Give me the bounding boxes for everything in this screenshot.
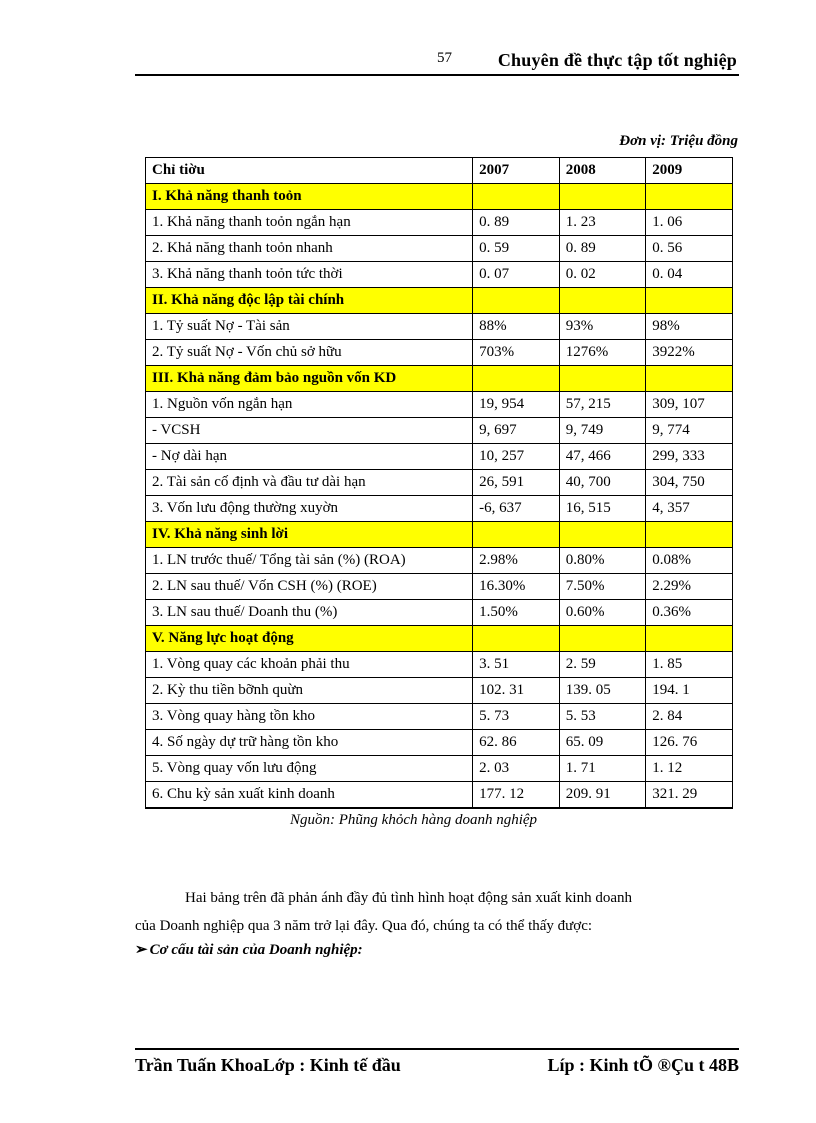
value-cell: 0. 89	[473, 210, 560, 236]
row-label-cell: 2. Khả năng thanh toỏn nhanh	[146, 236, 473, 262]
table-section-row	[146, 184, 733, 210]
row-label-cell: - VCSH	[146, 418, 473, 444]
table-row	[146, 730, 733, 756]
value-cell: 2.29%	[646, 574, 733, 600]
value-cell: 1. 71	[559, 756, 646, 782]
table-header-row	[146, 158, 733, 184]
value-cell	[559, 626, 646, 652]
value-cell: 0.80%	[559, 548, 646, 574]
table-row	[146, 392, 733, 418]
row-label-cell: V. Năng lực hoạt động	[146, 626, 473, 652]
arrow-bullet-icon: ➢	[135, 942, 148, 958]
value-cell: 26, 591	[473, 470, 560, 496]
footer-author: Trần Tuấn KhoaLớp : Kinh tế đầu	[135, 1055, 401, 1075]
subheading-text: Cơ cấu tài sản của Doanh nghiệp:	[149, 942, 363, 958]
table-row	[146, 704, 733, 730]
table-row	[146, 418, 733, 444]
row-label-cell: 1. Tỷ suất Nợ - Tài sản	[146, 314, 473, 340]
value-cell	[646, 626, 733, 652]
value-cell	[646, 184, 733, 210]
value-cell: 126. 76	[646, 730, 733, 756]
paragraph-line-1: Hai bảng trên đã phản ánh đầy đủ tình hình hoạt động sản xuất kinh doanh	[185, 890, 632, 906]
value-cell: 5. 53	[559, 704, 646, 730]
header-cell-year: 2009	[646, 158, 733, 184]
value-cell: 5. 73	[473, 704, 560, 730]
value-cell: 1276%	[559, 340, 646, 366]
value-cell: 1. 23	[559, 210, 646, 236]
row-label-cell: II. Khả năng độc lập tài chính	[146, 288, 473, 314]
table-row	[146, 340, 733, 366]
value-cell	[473, 522, 560, 548]
table-row	[146, 470, 733, 496]
value-cell: 1. 12	[646, 756, 733, 782]
value-cell	[559, 288, 646, 314]
table-row	[146, 756, 733, 782]
row-label-cell: 2. Kỳ thu tiền bỡnh quừn	[146, 678, 473, 704]
table-section-row	[146, 366, 733, 392]
row-label-cell: 1. Nguồn vốn ngắn hạn	[146, 392, 473, 418]
value-cell: 7.50%	[559, 574, 646, 600]
table-row	[146, 548, 733, 574]
value-cell: 16.30%	[473, 574, 560, 600]
table-row	[146, 782, 733, 809]
value-cell	[646, 522, 733, 548]
value-cell: 703%	[473, 340, 560, 366]
row-label-cell: 2. Tài sản cố định và đầu tư dài hạn	[146, 470, 473, 496]
value-cell: 0.08%	[646, 548, 733, 574]
row-label-cell: 3. LN sau thuế/ Doanh thu (%)	[146, 600, 473, 626]
value-cell: 0.36%	[646, 600, 733, 626]
value-cell	[473, 288, 560, 314]
value-cell	[473, 366, 560, 392]
row-label-cell: 3. Vòng quay hàng tồn kho	[146, 704, 473, 730]
table-row	[146, 496, 733, 522]
header-cell-year: 2007	[473, 158, 560, 184]
header-cell-indicator: Chỉ tiờu	[146, 158, 473, 184]
value-cell: 0. 56	[646, 236, 733, 262]
value-cell	[559, 366, 646, 392]
value-cell	[559, 184, 646, 210]
financial-ratios-table	[145, 157, 733, 809]
value-cell	[473, 184, 560, 210]
value-cell: 57, 215	[559, 392, 646, 418]
table-row	[146, 574, 733, 600]
body-paragraph	[135, 884, 739, 940]
row-label-cell: 1. Khả năng thanh toỏn ngắn hạn	[146, 210, 473, 236]
row-label-cell: 1. Vòng quay các khoản phải thu	[146, 652, 473, 678]
value-cell: 47, 466	[559, 444, 646, 470]
table-section-row	[146, 522, 733, 548]
unit-label: Đơn vị: Triệu đồng	[619, 133, 738, 149]
table-row	[146, 444, 733, 470]
value-cell: 1.50%	[473, 600, 560, 626]
value-cell: 93%	[559, 314, 646, 340]
value-cell: 88%	[473, 314, 560, 340]
paragraph-line-2: của Doanh nghiệp qua 3 năm trở lại đây. Qua đó, chúng ta có thể thấy được:	[135, 918, 593, 934]
value-cell: 4, 357	[646, 496, 733, 522]
value-cell: 304, 750	[646, 470, 733, 496]
table-row	[146, 314, 733, 340]
value-cell: 3922%	[646, 340, 733, 366]
value-cell: 102. 31	[473, 678, 560, 704]
value-cell: 0.60%	[559, 600, 646, 626]
value-cell: 194. 1	[646, 678, 733, 704]
value-cell: 209. 91	[559, 782, 646, 809]
table-row	[146, 678, 733, 704]
value-cell: 0. 02	[559, 262, 646, 288]
value-cell: 10, 257	[473, 444, 560, 470]
value-cell: 9, 749	[559, 418, 646, 444]
row-label-cell: 2. LN sau thuế/ Vốn CSH (%) (ROE)	[146, 574, 473, 600]
table-row	[146, 236, 733, 262]
row-label-cell: 1. LN trước thuế/ Tổng tài sản (%) (ROA)	[146, 548, 473, 574]
value-cell: 1. 06	[646, 210, 733, 236]
page-footer	[135, 1048, 739, 1080]
row-label-cell: 6. Chu kỳ sản xuất kinh doanh	[146, 782, 473, 809]
value-cell	[646, 366, 733, 392]
value-cell: 2.98%	[473, 548, 560, 574]
value-cell: 139. 05	[559, 678, 646, 704]
table-section-row	[146, 626, 733, 652]
value-cell: 98%	[646, 314, 733, 340]
page-header	[135, 48, 739, 76]
row-label-cell: 3. Khả năng thanh toỏn tức thời	[146, 262, 473, 288]
value-cell: 2. 59	[559, 652, 646, 678]
value-cell: 2. 03	[473, 756, 560, 782]
table-row	[146, 652, 733, 678]
document-title: Chuyên đề thực tập tốt nghiệp	[497, 50, 737, 70]
value-cell: 62. 86	[473, 730, 560, 756]
value-cell: 9, 774	[646, 418, 733, 444]
row-label-cell: 2. Tỷ suất Nợ - Vốn chủ sở hữu	[146, 340, 473, 366]
value-cell: 19, 954	[473, 392, 560, 418]
value-cell: 0. 04	[646, 262, 733, 288]
row-label-cell: 5. Vòng quay vốn lưu động	[146, 756, 473, 782]
value-cell: 0. 07	[473, 262, 560, 288]
table-row	[146, 262, 733, 288]
value-cell: 177. 12	[473, 782, 560, 809]
row-label-cell: I. Khả năng thanh toỏn	[146, 184, 473, 210]
footer-class: Líp : Kinh tÕ ®Çu t 48B	[547, 1055, 739, 1075]
row-label-cell: 4. Số ngày dự trữ hàng tồn kho	[146, 730, 473, 756]
value-cell: 309, 107	[646, 392, 733, 418]
page-number: 57	[437, 50, 452, 66]
section-subheading	[135, 940, 363, 959]
row-label-cell: 3. Vốn lưu động thường xuyờn	[146, 496, 473, 522]
value-cell: 3. 51	[473, 652, 560, 678]
value-cell: -6, 637	[473, 496, 560, 522]
row-label-cell: - Nợ dài hạn	[146, 444, 473, 470]
table-row	[146, 210, 733, 236]
value-cell: 2. 84	[646, 704, 733, 730]
value-cell: 9, 697	[473, 418, 560, 444]
table-row	[146, 600, 733, 626]
value-cell: 0. 89	[559, 236, 646, 262]
value-cell: 299, 333	[646, 444, 733, 470]
value-cell	[646, 288, 733, 314]
value-cell: 16, 515	[559, 496, 646, 522]
value-cell: 1. 85	[646, 652, 733, 678]
table-source: Nguồn: Phũng khỏch hàng doanh nghiệp	[290, 812, 538, 828]
value-cell: 40, 700	[559, 470, 646, 496]
row-label-cell: III. Khả năng đảm bảo nguồn vốn KD	[146, 366, 473, 392]
value-cell: 0. 59	[473, 236, 560, 262]
value-cell	[473, 626, 560, 652]
value-cell: 321. 29	[646, 782, 733, 809]
row-label-cell: IV. Khả năng sinh lời	[146, 522, 473, 548]
header-cell-year: 2008	[559, 158, 646, 184]
table-section-row	[146, 288, 733, 314]
value-cell: 65. 09	[559, 730, 646, 756]
value-cell	[559, 522, 646, 548]
